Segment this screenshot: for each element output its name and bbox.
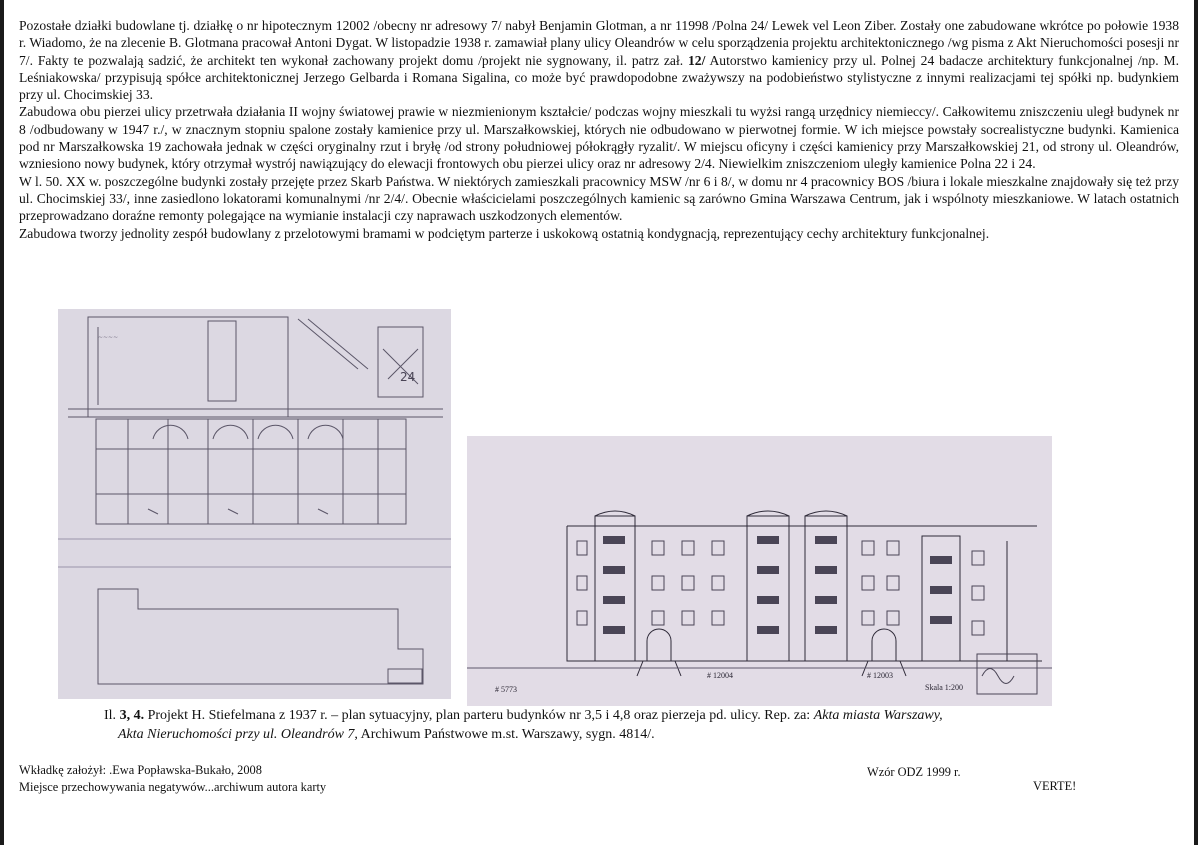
svg-text:~~~~: ~~~~ [98, 334, 119, 341]
caption-numbers: 3, 4. [119, 708, 145, 723]
paragraph-3: W l. 50. XX w. poszczególne budynki zostały przejęte przez Skarb Państwa. W niektórych zamieszkali pracownicy MSW /nr 6 i 8/, w domu nr 4 pracownicy BOS /biura i lokale mieszkalne znajdowały się też przy ul. Chocimskiej 33/, inne zasiedlono lokatorami komunalnymi /nr 2/4/. Obecnie właścicielami poszczególnych kamienic są zarówno Gmina Warszawa Centrum, jak i wspólnoty mieszkaniowe. W latach ostatnich przeprowadzano doraźne remonty polegające na wymianie instalacji czy naprawach uszkodzonych elementów. [19, 173, 1179, 224]
scale-label: Skala 1:200 [925, 683, 963, 692]
caption-prefix: Il. [104, 708, 120, 723]
document-body [19, 17, 1179, 242]
site-plan-drawing [58, 309, 451, 699]
figure-caption [104, 706, 1144, 744]
figures-area [58, 305, 1058, 705]
paragraph-2: Zabudowa obu pierzei ulicy przetrwała działania II wojny światowej prawie w niezmienionym kształcie/ podczas wojny mieszkali tu wyżsi rangą urzędnicy niemieccy/. Całkowitemu zniszczeniu uległ budynek nr 8 /odbudowany w 1947 r./, w znacznym stopniu spalone zostały kamienice przy ul. Marszałkowskiej, których nie odbudowano w pierwotnej formie. W ich miejsce powstały socrealistyczne budynki. Kamienica pod nr Marszałkowska 19 zachowała jednak w części oryginalny rzut i bryłę /od strony południowej półokrągły ryzalit/. W miejscu oficyny i części kamienicy przy Marszałkowskiej 21, od strony ul. Oleandrów, wzniesiono nowy budynek, który otrzymał wystrój nawiązujący do elewacji frontowych obu pierzei ulicy oraz nr adresowy 2/4. Niewielkim zniszczeniom uległy kamienice Polna 22 i 24. [19, 104, 1179, 172]
caption-source-1: Akta miasta Warszawy, [813, 708, 943, 723]
elevation-image [467, 436, 1052, 706]
caption-line-2 [104, 725, 1144, 744]
paragraph-4: Zabudowa tworzy jednolity zespół budowlany z przelotowymi bramami w podciętym parterze i uskokową ostatnią kondygnacją, reprezentujący cechy architektury funkcjonalnej. [19, 225, 990, 241]
attachment-ref: 12/ [688, 52, 706, 68]
caption-rest: , Archiwum Państwowe m.st. Warszawy, sygn. 4814/. [354, 727, 655, 742]
parcel-24-label: 24 [400, 370, 416, 384]
caption-text: Projekt H. Stiefelmana z 1937 r. – plan sytuacyjny, plan parteru budynków nr 3,5 i 4,8 oraz pierzeja pd. ulicy. Rep. za: [144, 708, 814, 723]
parcel-b-label: # 12004 [707, 671, 733, 680]
footer-author: Wkładkę założył: .Ewa Popławska-Bukało, 2008 [19, 763, 262, 777]
footer-form-label: Wzór ODZ 1999 r. [867, 765, 961, 779]
paragraph-1-tail: Autorstwo kamienicy przy ul. Polnej 24 badacze architektury funkcjonalnej /np. M. Leśniakowska/ przypisują spółce architektonicznej Jerzego Gelbarda i Romana Sigalina, co może być prawdopodobne zważywszy na podobieństwo stylistyczne z innymi realizacjami tej spółki np. budynkiem przy ul. Chocimskiej 33. [19, 52, 1179, 103]
footer-verte: VERTE! [1033, 779, 1077, 793]
site-plan-image [58, 309, 451, 699]
parcel-c-label: # 12003 [867, 671, 893, 680]
parcel-a-label: # 5773 [495, 685, 517, 694]
caption-source-2: Akta Nieruchomości przy ul. Oleandrów 7 [118, 727, 355, 742]
elevation-drawing [467, 436, 1052, 706]
paragraph-1-text: Pozostałe działki budowlane tj. działkę o nr hipotecznym 12002 /obecny nr adresowy 7/ nabył Benjamin Glotman, a nr 11998 /Polna 24/ Lewek vel Leon Ziber. Zostały one zabudowane wkrótce po połowie 1938 r. Wiadomo, że na zlecenie B. Glotmana pracował Antoni Dygat. W listopadzie 1938 r. zamawiał plany ulicy Oleandrów w celu sporządzenia projektu architektonicznego /wg pisma z Akt Nieruchomości posesji nr 7/. Fakty te pozwalają sadzić, że architekt ten wykonał zachowany projekt domu /projekt nie sygnowany, il. patrz zał. [19, 18, 1179, 68]
footer-left [19, 762, 326, 796]
paragraph-1 [19, 17, 1179, 103]
footer-negatives: Miejsce przechowywania negatywów...archiwum autora karty [19, 780, 327, 794]
